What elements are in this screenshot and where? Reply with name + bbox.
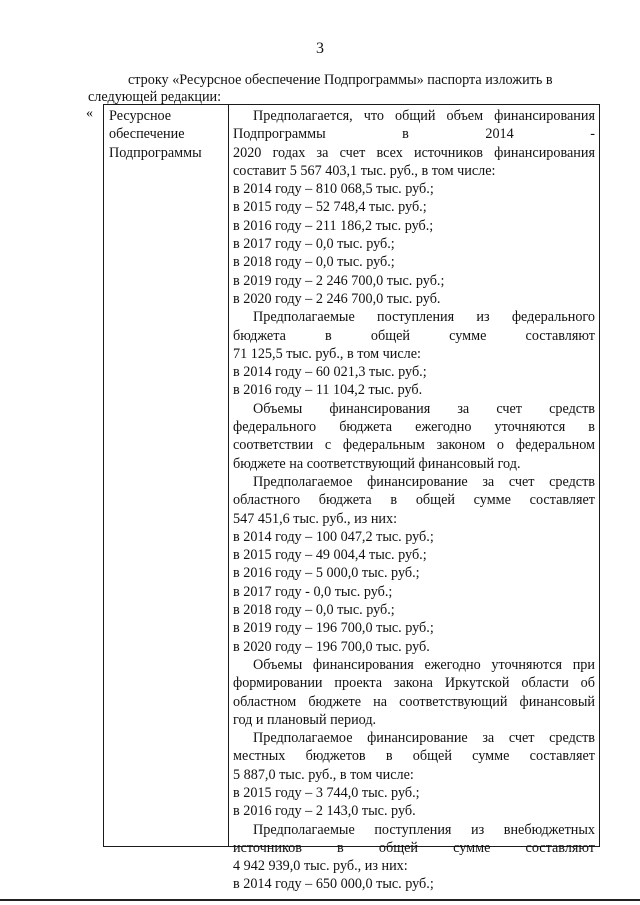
funding-year-item: в 2015 году – 52 748,4 тыс. руб.; [233,199,427,216]
paragraph-line: Подпрограммы в 2014 - [233,126,595,143]
column-divider [228,105,229,846]
paragraph-line: 2020 годах за счет всех источников финансирования [233,144,595,161]
funding-year-item: в 2017 году – 0,0 тыс. руб.; [233,236,395,253]
paragraph-line: бюджете на соответствующий финансовый год. [233,455,521,472]
paragraph-line: Предполагаемые поступления из федерального [253,309,595,326]
paragraph-line: федерального бюджета ежегодно уточняются в [233,419,595,436]
paragraph-block [233,473,595,656]
funding-year-item: в 2014 году – 650 000,0 тыс. руб.; [233,876,434,893]
funding-year-item: в 2019 году – 196 700,0 тыс. руб.; [233,620,434,637]
paragraph-block [233,656,595,729]
funding-year-item: в 2016 году – 211 186,2 тыс. руб.; [233,217,434,234]
opening-quote: « [86,106,93,121]
funding-year-item: в 2019 году – 2 246 700,0 тыс. руб.; [233,272,445,289]
paragraph-block [233,400,595,473]
paragraph-line: областного бюджета в общей сумме составляет [233,492,595,509]
paragraph-line: Объемы финансирования ежегодно уточняются при [253,656,595,673]
funding-year-item: в 2014 году – 60 021,3 тыс. руб.; [233,364,427,381]
scan-bottom-rule [0,899,640,901]
funding-year-item: в 2015 году – 3 744,0 тыс. руб.; [233,784,420,801]
intro-line-2: следующей редакции: [88,89,222,105]
paragraph-line: Предполагаемое финансирование за счет средств [253,730,595,747]
funding-year-item: в 2020 году – 196 700,0 тыс. руб. [233,638,430,655]
paragraph-line: 547 451,6 тыс. руб., из них: [233,510,398,527]
paragraph-line: бюджета в общей сумме составляют [233,327,595,344]
funding-year-item: в 2016 году – 5 000,0 тыс. руб.; [233,565,420,582]
funding-year-item: в 2015 году – 49 004,4 тыс. руб.; [233,547,427,564]
paragraph-line: Предполагаемые поступления из внебюджетных [253,821,595,838]
paragraph-line: Объемы финансирования за счет средств [253,400,595,417]
intro-line-1: строку «Ресурсное обеспечение Подпрограммы» паспорта изложить в [128,72,553,88]
paragraph-block [233,821,595,894]
intro-text [88,72,610,106]
paragraph-line: 4 942 939,0 тыс. руб., из них: [233,858,408,875]
label-cell [109,107,227,162]
paragraph-block [233,308,595,399]
resource-table [103,104,600,893]
label-line: обеспечение [109,126,185,143]
label-line: Ресурсное [109,108,172,124]
page-number: 3 [316,40,324,57]
paragraph-line: областном бюджете на соответствующий финансовый [233,693,595,710]
funding-year-item: в 2016 году – 2 143,0 тыс. руб. [233,803,416,820]
paragraph-line: Предполагаемое финансирование за счет средств [253,473,595,490]
paragraph-line: формировании проекта закона Иркутской области об [233,675,595,692]
paragraph-line: 71 125,5 тыс. руб., в том числе: [233,345,421,362]
paragraph-block [233,729,595,820]
paragraph-line: составит 5 567 403,1 тыс. руб., в том числе: [233,162,496,179]
funding-year-item: в 2014 году – 100 047,2 тыс. руб.; [233,528,434,545]
funding-year-item: в 2016 году – 11 104,2 тыс. руб. [233,382,423,399]
paragraph-line: местных бюджетов в общей сумме составляет [233,748,595,765]
paragraph-block [233,107,595,308]
paragraph-line: соответствии с федеральным законом о федеральном [233,437,595,454]
paragraph-line: год и плановый период. [233,711,377,728]
funding-year-item: в 2014 году – 810 068,5 тыс. руб.; [233,181,434,198]
content-cell [233,107,595,894]
funding-year-item: в 2018 году – 0,0 тыс. руб.; [233,602,395,619]
label-line: Подпрограммы [109,144,202,161]
funding-year-item: в 2020 году – 2 246 700,0 тыс. руб. [233,290,441,307]
paragraph-line: 5 887,0 тыс. руб., в том числе: [233,766,414,783]
funding-year-item: в 2017 году - 0,0 тыс. руб.; [233,583,393,600]
paragraph-line: Предполагается, что общий объем финансирования [253,108,595,124]
paragraph-line: источников в общей сумме составляют [233,839,595,856]
funding-year-item: в 2018 году – 0,0 тыс. руб.; [233,254,395,271]
